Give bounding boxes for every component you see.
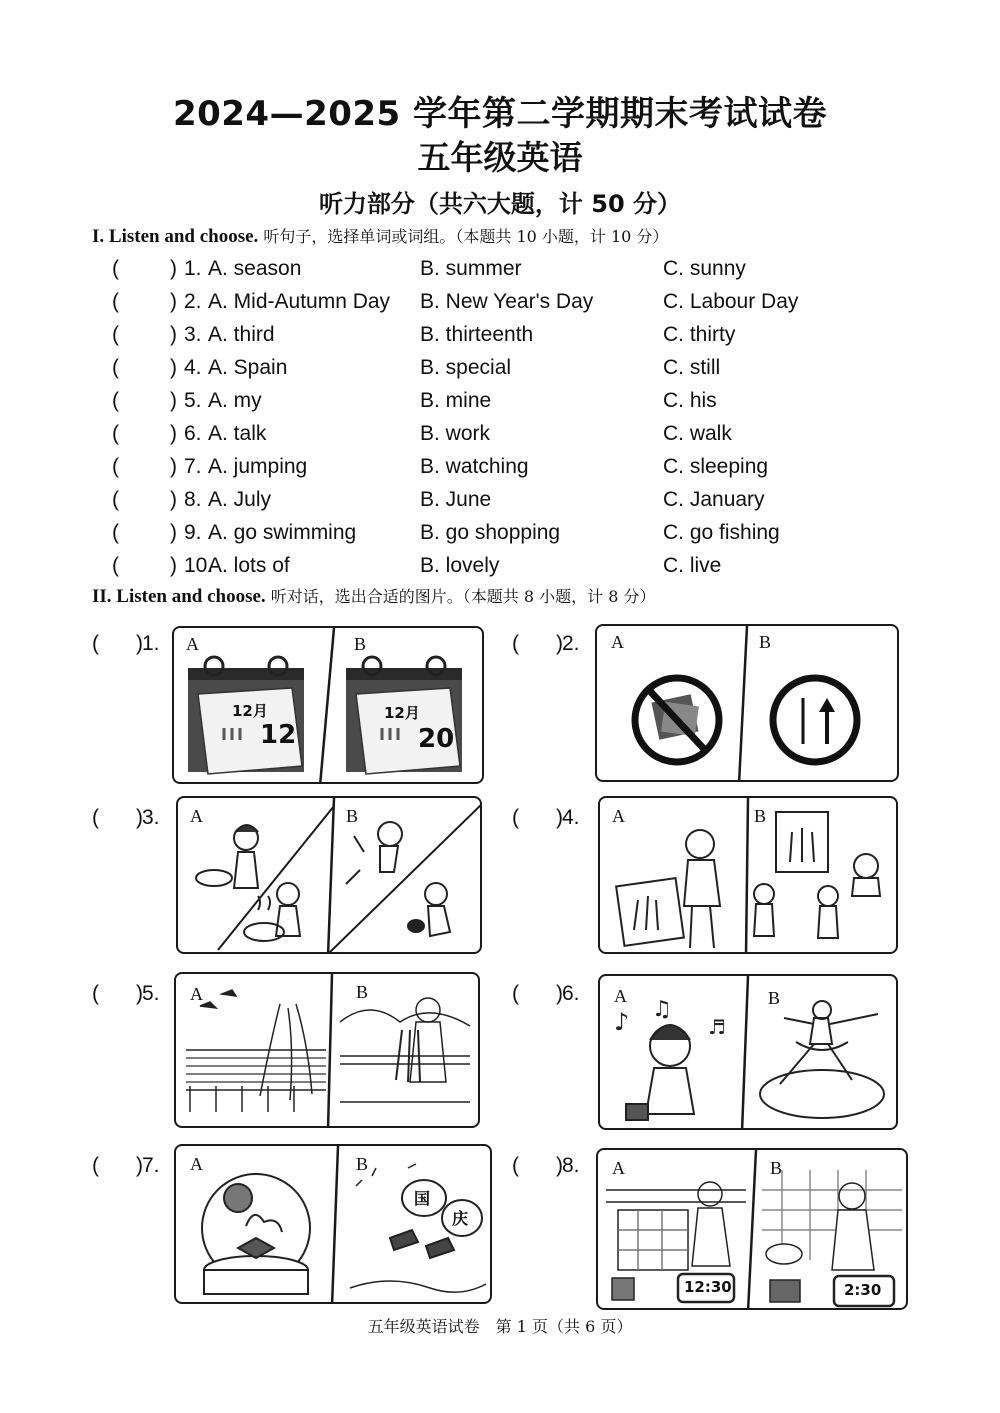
mooncake-figure [202, 1174, 310, 1294]
question-number: 5. [184, 389, 202, 412]
option-b: B. mine [420, 389, 492, 412]
option-c: C. sleeping [663, 455, 769, 478]
question-number: 4. [184, 356, 202, 379]
girl-cooking-figure [196, 825, 300, 941]
option-a: A. July [208, 488, 272, 511]
calendar-month: 12月 [384, 704, 420, 722]
picture-panel-q4 [598, 796, 898, 954]
spring-lake-scene [186, 990, 326, 1112]
option-b: B. lovely [420, 554, 500, 577]
question-number: 7. [184, 455, 202, 478]
option-b: B. watching [420, 455, 529, 478]
painting-illustration [600, 798, 898, 954]
option-c: C. thirty [663, 323, 736, 346]
clock-time-label: 12:30 [684, 1278, 732, 1296]
answer-blank[interactable]: ( [112, 554, 119, 577]
question-row: ( ) 9. A. go swimming B. go shopping C. go fishing [112, 521, 780, 544]
answer-blank[interactable]: ( [112, 389, 119, 412]
option-c: C. go fishing [663, 521, 780, 544]
answer-blank[interactable]: ( [512, 632, 519, 655]
answer-blank[interactable]: ( [112, 422, 119, 445]
option-label-a: A [190, 806, 203, 826]
option-a: A. lots of [208, 554, 290, 577]
answer-blank[interactable]: ( [512, 1154, 519, 1177]
calendar-day: 12 [260, 720, 297, 750]
option-label-b: B [346, 806, 359, 826]
option-b: B. special [420, 356, 512, 379]
answer-blank[interactable]: ( [112, 521, 119, 544]
answer-blank[interactable]: ( [92, 1154, 99, 1177]
section-2-heading [92, 584, 655, 608]
question-number: 6. [184, 422, 202, 445]
answer-blank[interactable]: ( [112, 323, 119, 346]
option-label-a: A [611, 632, 624, 652]
option-a: A. Mid-Autumn Day [208, 290, 391, 313]
option-label-b: B [354, 634, 367, 654]
option-label-a: A [186, 634, 199, 654]
option-c: C. live [663, 554, 722, 577]
question-row: ( ) 1. A. season B. summer C. sunny [112, 257, 746, 280]
question-row: ( ) 7. A. jumping B. watching C. sleeping [112, 455, 769, 478]
option-c: C. still [663, 356, 721, 379]
calendar-illustration [174, 628, 484, 784]
activity-illustration [178, 798, 482, 954]
question-number: 10. [184, 554, 214, 577]
question-row: ( ) 10. A. lots of B. lovely C. live [112, 554, 722, 577]
option-label-b: B [356, 982, 369, 1002]
option-a: A. my [208, 389, 262, 412]
no-food-sign-icon [635, 678, 719, 762]
picture-panel-q2 [595, 624, 899, 782]
option-b: B. go shopping [420, 521, 561, 544]
picture-panel-q1 [172, 626, 484, 784]
hobby-illustration [600, 976, 898, 1130]
option-label-b: B [759, 632, 772, 652]
answer-blank[interactable]: ( [112, 257, 119, 280]
answer-blank[interactable]: ( [512, 982, 519, 1005]
option-c: C. walk [663, 422, 732, 445]
question-row: ( ) 8. A. July B. June C. January [112, 488, 765, 511]
girl-playing-figure [346, 822, 450, 936]
option-label-b: B [754, 806, 767, 826]
option-a: A. jumping [208, 455, 308, 478]
section-2-label: II. Listen and choose. [92, 586, 266, 607]
part-heading: 听力部分（共六大题，计 50 分） [318, 190, 682, 218]
clock-time-label: 2:30 [844, 1281, 882, 1299]
girl-listening-music-figure [614, 997, 726, 1120]
answer-blank[interactable]: ( [112, 356, 119, 379]
answer-blank[interactable]: ( [112, 290, 119, 313]
svg-text:♫: ♫ [652, 997, 672, 1022]
option-label-b: B [770, 1158, 783, 1178]
question-number: 3. [184, 323, 202, 346]
calendar-month: 12月 [232, 702, 268, 720]
question-number: 2. [184, 290, 202, 313]
answer-blank[interactable]: ( [112, 488, 119, 511]
option-label-b: B [356, 1154, 369, 1174]
question-number: 9. [184, 521, 202, 544]
picture-panel-q6 [598, 974, 898, 1130]
answer-blank[interactable]: ( [512, 806, 519, 829]
svg-text:♬: ♬ [708, 1015, 726, 1039]
option-label-a: A [190, 1154, 203, 1174]
exam-subtitle: 五年级英语 [417, 138, 583, 177]
option-label-a: A [614, 986, 627, 1006]
autumn-harvest-scene [340, 998, 470, 1102]
option-label-a: A [612, 1158, 625, 1178]
answer-blank[interactable]: ( [92, 806, 99, 829]
question-row: ( ) 5. A. my B. mine C. his [112, 389, 717, 412]
question-row: ( ) 4. A. Spain B. special C. still [112, 356, 721, 379]
question-number: 8. [184, 488, 202, 511]
option-a: A. season [208, 257, 302, 280]
answer-blank[interactable]: ( [92, 982, 99, 1005]
section-1-heading [92, 224, 668, 248]
question-number: 1. [184, 257, 202, 280]
option-b: B. thirteenth [420, 323, 534, 346]
option-a: A. talk [208, 422, 267, 445]
picture-panel-q8 [596, 1148, 908, 1310]
calendar-day: 20 [418, 724, 455, 754]
section-1-label: I. Listen and choose. [92, 226, 259, 247]
festival-illustration [176, 1146, 492, 1304]
picture-panel-q5 [174, 972, 480, 1128]
option-c: C. Labour Day [663, 290, 799, 313]
picture-panel-q7 [174, 1144, 492, 1304]
section-1-instruction: 听句子，选择单词或词组。（本题共 10 小题，计 10 分） [258, 227, 669, 246]
boy-with-painting-figure [616, 830, 720, 948]
answer-blank[interactable]: ( [92, 632, 99, 655]
option-c: C. sunny [663, 257, 746, 280]
picture-panel-q3 [176, 796, 482, 954]
option-a: A. Spain [208, 356, 288, 379]
option-label-a: A [612, 806, 625, 826]
option-a: A. go swimming [208, 521, 357, 544]
option-label-a: A [190, 984, 203, 1004]
keep-right-sign-icon [773, 678, 857, 762]
option-a: A. third [208, 323, 275, 346]
lantern-character: 庆 [452, 1209, 469, 1228]
sign-illustration [597, 626, 899, 782]
option-b: B. New Year's Day [420, 290, 594, 313]
option-b: B. summer [420, 257, 522, 280]
question-row: ( ) 2. A. Mid-Autumn Day B. New Year's Day C. Labour Day [112, 290, 799, 313]
option-b: B. June [420, 488, 492, 511]
question-row: ( ) 3. A. third B. thirteenth C. thirty [112, 323, 736, 346]
lantern-character: 国 [414, 1189, 431, 1208]
question-row: ( ) 6. A. talk B. work C. walk [112, 422, 732, 445]
option-label-b: B [768, 988, 781, 1008]
season-illustration [176, 974, 480, 1128]
svg-text:♪: ♪ [614, 1008, 630, 1036]
option-c: C. his [663, 389, 717, 412]
answer-blank[interactable]: ( [112, 455, 119, 478]
section-2-instruction: 听对话，选出合适的图片。（本题共 8 小题，计 8 分） [265, 587, 656, 606]
option-b: B. work [420, 422, 491, 445]
option-c: C. January [663, 488, 765, 511]
ballet-dancer-figure [760, 1001, 884, 1118]
children-at-gallery-figure [754, 812, 880, 938]
exam-title: 2024—2025 学年第二学期期末考试试卷 [172, 94, 828, 134]
page-footer: 五年级英语试卷 第 1 页（共 6 页） [367, 1317, 633, 1336]
